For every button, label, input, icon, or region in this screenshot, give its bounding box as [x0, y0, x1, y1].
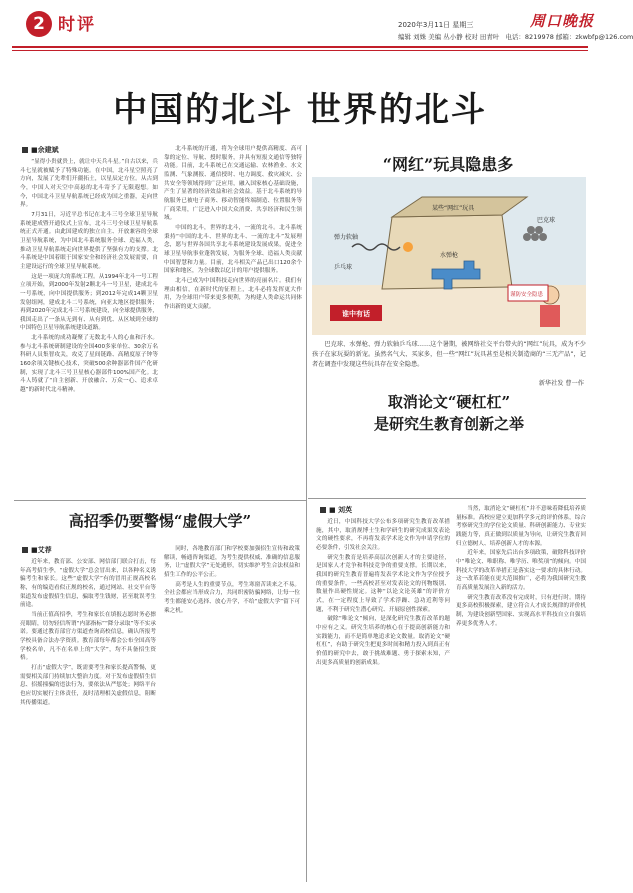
- thesis-headline-line2: 是研究生教育创新之举: [373, 414, 524, 433]
- page-number-badge: 2: [26, 11, 52, 37]
- main-headline: 中国的北斗 世界的北斗: [113, 90, 487, 130]
- cartoon-label: 某些“网红”玩具: [432, 205, 475, 212]
- thesis-headline-line1: 取消论文“硬杠杠”: [387, 393, 511, 411]
- cartoon-label: 弹力软轴: [334, 234, 359, 241]
- column-divider: [306, 145, 307, 505]
- article-beidou-col2: [164, 145, 302, 500]
- cartoon-label: 水弹枪: [440, 252, 459, 259]
- header-divider: [12, 46, 588, 48]
- issue-date: 2020年3月11日 星期三: [398, 21, 474, 29]
- paragraph: 打击“虚假大学”，既需要考生和家长提高警惕，更需要相关部门持续加大整治力度。对于发布虚假招生信息、招摇撞骗的违法行为，要依法从严惩处；网络平台也应切实履行主体责任，及时清理相关虚假信息，阻断其传播渠道。: [20, 664, 156, 706]
- paragraph: 中国的北斗，世界的北斗，一流的北斗。北斗系统秉持“中国的北斗、世界的北斗、一流的北斗”发展理念，愿与世界各国共享北斗系统建设发展成果，促进全球卫星导航事业蓬勃发展，为服务全球、造福人类贡献中国智慧和力量。目前，北斗相关产品已出口120余个国家和地区，为全球数以亿计的用户提供服务。: [164, 224, 302, 275]
- child-body-icon: [540, 305, 560, 327]
- paragraph: 近年来，教育部、公安部、网信部门联合打击，每年高考招生季，“虚假大学”总会冒出来，以各种名义诱骗考生和家长。这些“虚假大学”有的冒用正规高校名称，有的编造看似正规的校名，通过网站、社交平台等渠道发布虚假招生信息，骗取考生钱财，甚至耽误考生前途。: [20, 559, 156, 609]
- newspaper-masthead: 周口晚报: [530, 12, 595, 30]
- column-divider: [306, 500, 307, 882]
- paragraph: 同时，各地教育部门和学校要加强招生宣传和政策解读，畅通咨询渠道，为考生提供权威、准确的信息服务，让“虚假大学”无处遁形，切实维护考生合法权益和招生工作的公平公正。: [164, 546, 300, 578]
- article-fake-univ-col1: [20, 558, 156, 880]
- article-thesis-col1: [316, 518, 450, 880]
- cartoon-banner-text: 谁中有话: [342, 310, 370, 318]
- paragraph: 近年来，国家先后出台多项政策，破除科技评价中“唯论文、唯职称、唯学历、唯奖项”的倾向。中国科技大学的改革举措正是落实这一要求的具体行动。这一改革若能在更大范围推广，必将为我国研究生教育高质量发展注入新的活力。: [456, 550, 586, 591]
- article-fake-univ-col2: [164, 545, 300, 880]
- editor-credits: [398, 32, 633, 41]
- article-byline: ■ 刘英: [320, 505, 352, 515]
- editor-names: 编辑 刘姝 美编 丛小静 校对 田青叶: [398, 33, 500, 41]
- cartoon-illustration: [312, 177, 586, 335]
- article-thesis-col2: [456, 505, 586, 880]
- section-divider: [308, 498, 586, 499]
- paragraph: 研究生教育改革没有完成时，只有进行时。期待更多高校积极探索，建立符合人才成长规律的评价机制，为建设创新型国家、实现高水平科技自立自强培养更多优秀人才。: [456, 594, 586, 627]
- cartoon-title: “网红”玩具隐患多: [382, 155, 514, 174]
- thesis-headline: [312, 392, 586, 436]
- paragraph: 高考是人生的重要节点，考生寒窗苦读来之不易。全社会都应当形成合力，共同织密防骗网络，让每一位考生都能安心选择、放心升学，不给“虚假大学”留下可乘之机。: [164, 581, 300, 614]
- paragraph: 北斗已成为中国科技走向世界的亮丽名片。我们有理由相信，在新时代的征程上，北斗必将发挥更大作用，为全球用户带来更多便利，为构建人类命运共同体作出新的更大贡献。: [164, 277, 302, 310]
- pingpong-ball-icon: [403, 242, 413, 252]
- paragraph: 破除“唯论文”倾向，是深化研究生教育改革的题中应有之义。研究生培养的核心在于提高创新能力和实践能力，而不是简单地追求论文数量。取消论文“硬杠杠”，有助于研究生把更多时间和精力投入到真正有价值的研究中去，敢于挑战难题、勇于探索未知，产出更多高质量的创新成果。: [316, 616, 450, 666]
- contact-info: 电话：8219978 邮箱：zkwbfp@126.com: [505, 33, 633, 41]
- header-divider-thin: [12, 50, 588, 51]
- page-header: [0, 0, 633, 56]
- article-byline: ■余建斌: [22, 145, 59, 155]
- article-byline: ■艾荐: [22, 545, 52, 555]
- paragraph: 北斗系统的开通，将为全球用户提供高精度、高可靠的定位、导航、授时服务，并具有短报文通信等独特功能。目前，北斗系统已在交通运输、农林渔业、水文监测、气象测报、通信授时、电力调度、救灾减灾、公共安全等领域得到广泛应用，融入国家核心基础设施，产生了显著的经济效益和社会效益。基于北斗系统的导航服务已被电子商务、移动智能终端制造、位置服务等厂商采用，广泛进入中国大众消费、共享经济和民生领域。: [164, 146, 302, 222]
- cartoon-label: 谨防安全隐患: [510, 292, 544, 298]
- cartoon-artist: 新华社发 曹一作: [538, 380, 584, 387]
- cartoon-label: 乒乓球: [334, 264, 353, 271]
- article-beidou-col1: [20, 158, 158, 500]
- paragraph: 当前正值高招季，考生和家长在填报志愿时务必擦亮眼睛，切勿轻信所谓“内部指标”“降分录取”等不实承诺。要通过教育部官方渠道查询高校信息，确认所报考学校具备合法办学资质。教育部每年都会公布全国高等学校名单，凡不在名单上的“大学”，均不具备招生资格。: [20, 611, 156, 662]
- cartoon-label: 巴克球: [537, 217, 556, 224]
- section-title: 时评: [58, 15, 96, 35]
- paragraph: 7月31日，习近平总书记在北斗三号全球卫星导航系统建成暨开通仪式上宣布，北斗三号全球卫星导航系统正式开通。由此国建成的独立自主、开放兼容的全球卫星导航系统，为中国北斗系统服务全球、造福人类，推动卫星导航系统走向世界提供了坚强有力的支撑。北斗系统是中国着眼于国家安全和经济社会发展需要，自主建设运行的全球卫星导航系统。: [20, 211, 158, 270]
- paragraph: “显得小贵就贵上，就让中天兵斗星。”自古以来，兵斗七星就被赋予了特殊功能。在中国，北斗星空照亮了方向，发展了先辈们开疆拓土，以星辰定方位。从古到今，中国人对天空中高悬的北斗寄予了无限遐想。如今，中国北斗卫星导航系统已经成为国之重器，走向世界。: [20, 159, 158, 209]
- cartoon-caption: 巴克球、水弹枪、弹力软轴乒乓球……这个暑期，被网络社交平台带火的“网红”玩具，成为不少孩子在家玩耍的新宠。虽然名气大、买家多，但一些“网红”玩具甚至是相关制造商的“三无产品”，记者在调查中发现这些玩具存在安全隐患。: [312, 341, 586, 368]
- paragraph: 近日，中国科技大学公布多项研究生教育改革措施，其中，取消规博士生和学研生的研究成果发表论文的硬性要求，不再将发表学术论文作为申请学位的必要条件，引发社会关注。: [316, 519, 450, 551]
- paragraph: 北斗系统的成功凝聚了无数北斗人的心血和汗水。参与北斗系统研制建设的全国400多家单位、30余万名科研人员集智攻关，攻克了星间链路、高精度原子钟等160余项关键核心技术，突破500余种器部件国产化研制，实现了北斗三号卫星核心器部件100%国产化。北斗人铸就了“自主创新、开放融合、万众一心、追求卓越”的新时代北斗精神。: [20, 335, 158, 394]
- paragraph: 这是一项庞大的系统工程。从1994年北斗一号工程立项开始，到2000年发射2颗北斗一号卫星，建成北斗一号系统，向中国提供服务；到2012年完成14颗卫星发射组网，建成北斗二号系统，向亚太地区提供服务；再到2020年完成北斗三号系统建设，向全球提供服务，我国走出了一条从无到有、从有到优、从区域到全球的中国特色卫星导航系统建设道路。: [20, 273, 158, 332]
- fake-university-headline: 高招季仍要警惕“虚假大学”: [68, 512, 252, 530]
- section-divider: [14, 500, 306, 501]
- paragraph: 当然，取消论文“硬杠杠”并不意味着降低培养质量标准。高校应建立更加科学多元的评价体系，综合考察研究生的学位论文质量、科研创新能力、专业实践能力等，真正做到以质量为导向，让研究生教育回归立德树人、培养创新人才的本源。: [456, 506, 586, 547]
- paragraph: 研究生教育是培养高层次创新人才的主要途径，是国家人才竞争和科技竞争的重要支撑。长期以来，我国的研究生教育普遍将发表学术论文作为学位授予的重要条件，一些高校甚至对发表论文的刊物级别、数量作出硬性规定。这种“以论文论英雄”的评价方式，在一定程度上导致了学术浮躁、急功近利等问题，不利于研究生潜心研究、开展原创性探索。: [316, 554, 450, 613]
